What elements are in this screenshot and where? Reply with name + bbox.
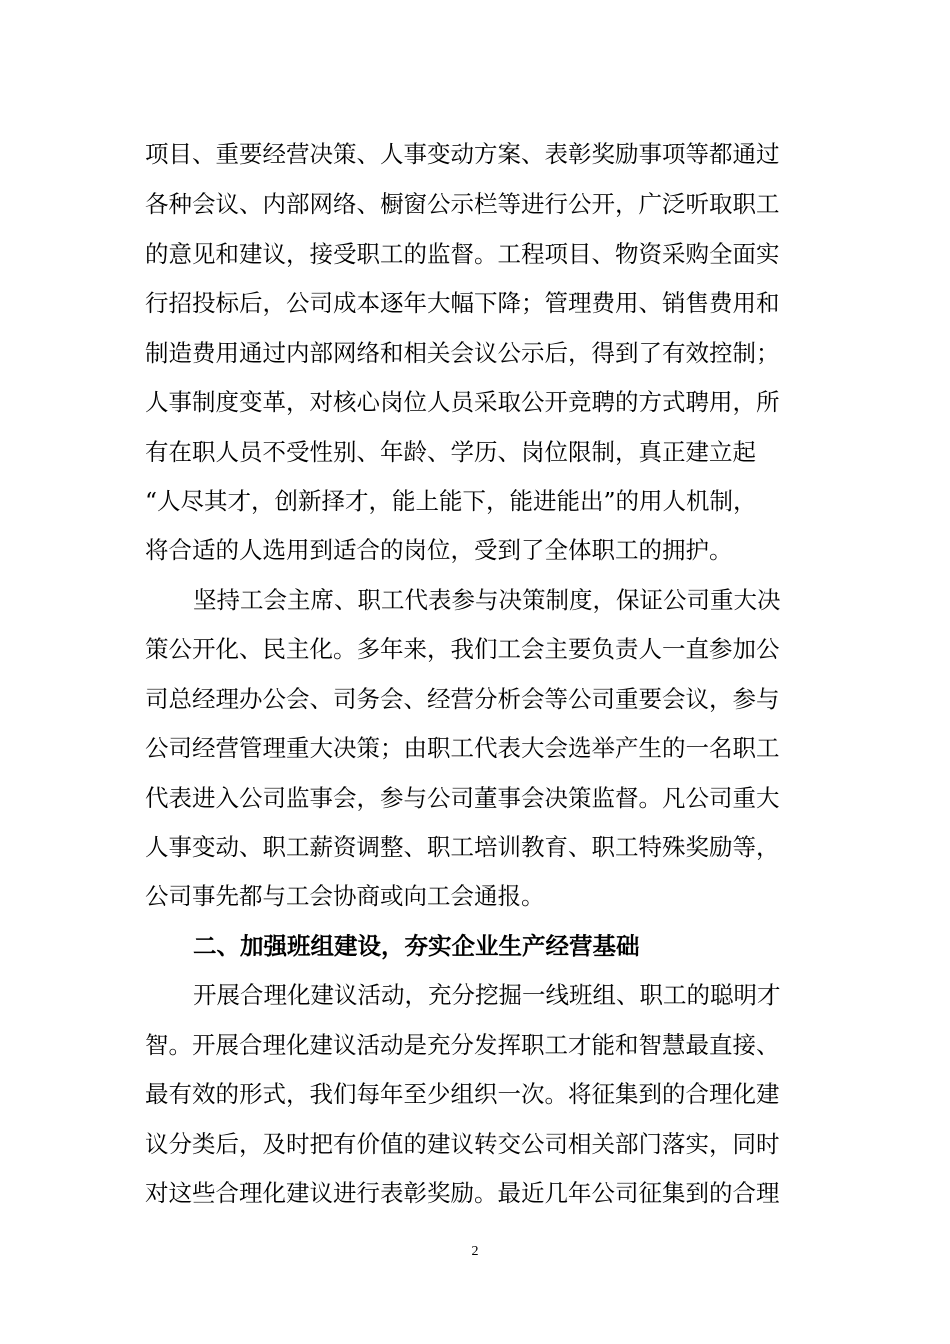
paragraph-start-line: 坚持工会主席、职工代表参与决策制度，保证公司重大决 [193,586,781,614]
text-line: 行招投标后，公司成本逐年大幅下降；管理费用、销售费用和 [145,289,780,317]
paragraph-start-line: 开展合理化建议活动，充分挖掘一线班组、职工的聪明才 [193,981,781,1009]
text-line: 的意见和建议，接受职工的监督。工程项目、物资采购全面实 [145,240,780,268]
text-line: 公司经营管理重大决策；由职工代表大会选举产生的一名职工 [145,734,780,762]
text-line: 制造费用通过内部网络和相关会议公示后，得到了有效控制； [145,339,780,367]
text-line: 对这些合理化建议进行表彰奖励。最近几年公司征集到的合理 [145,1179,780,1207]
page-number: 2 [471,1244,479,1259]
text-line: 人事变动、职工薪资调整、职工培训教育、职工特殊奖励等， [145,833,780,861]
text-line: 代表进入公司监事会，参与公司董事会决策监督。凡公司重大 [145,784,780,812]
text-line: 各种会议、内部网络、橱窗公示栏等进行公开，广泛听取职工 [145,190,780,218]
text-line: 司总经理办公会、司务会、经营分析会等公司重要会议，参与 [145,685,780,713]
text-line: 有在职人员不受性别、年龄、学历、岗位限制，真正建立起 [145,438,756,466]
text-line: 最有效的形式，我们每年至少组织一次。将征集到的合理化建 [145,1080,780,1108]
section-heading: 二、加强班组建设，夯实企业生产经营基础 [193,932,640,960]
text-line: 人事制度变革，对核心岗位人员采取公开竞聘的方式聘用，所 [145,388,780,416]
text-line: 智。开展合理化建议活动是充分发挥职工才能和智慧最直接、 [145,1031,780,1059]
text-line: 议分类后，及时把有价值的建议转交公司相关部门落实，同时 [145,1130,780,1158]
text-line: 策公开化、民主化。多年来，我们工会主要负责人一直参加公 [145,635,780,663]
text-line: 项目、重要经营决策、人事变动方案、表彰奖励事项等都通过 [145,140,780,168]
text-line: 公司事先都与工会协商或向工会通报。 [145,882,545,910]
text-line: “人尽其才，创新择才，能上能下，能进能出”的用人机制， [145,487,757,515]
text-line: 将合适的人选用到适合的岗位，受到了全体职工的拥护。 [145,536,733,564]
